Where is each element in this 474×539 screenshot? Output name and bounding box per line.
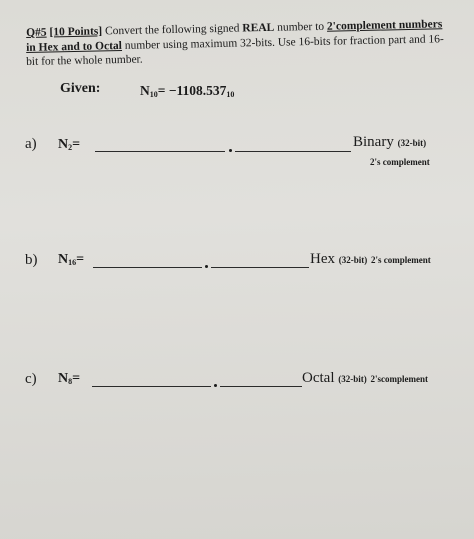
question-real: REAL	[242, 21, 275, 35]
question-text-a: Convert the following signed	[104, 22, 240, 38]
row-c-letter: c)	[25, 371, 37, 387]
row-b-sub: 16	[68, 258, 77, 267]
row-b-integer-blank[interactable]	[93, 267, 202, 268]
row-a-complement: 2's complement	[370, 157, 430, 167]
row-a-fraction-blank[interactable]	[235, 151, 351, 152]
row-c-variable	[58, 371, 80, 387]
row-b-eq: =	[76, 252, 85, 267]
row-c-var: N	[58, 371, 69, 386]
row-b-variable	[58, 252, 84, 268]
row-b-letter: b)	[25, 252, 38, 268]
row-a-unit	[353, 134, 426, 151]
row-c-complement: 2'scomplement	[370, 374, 428, 384]
row-a-radix-point	[229, 149, 232, 152]
given-var: N	[140, 83, 150, 98]
question-target-1: 2'complement numbers	[326, 18, 443, 33]
question-number: Q#5	[26, 26, 47, 39]
question-line-3	[26, 54, 143, 68]
row-a-letter: a)	[25, 136, 37, 152]
given-value	[140, 83, 234, 99]
row-a-sub: 2	[68, 143, 73, 152]
given-equals: = −1108.537	[157, 83, 227, 98]
row-b-radix-point	[205, 265, 208, 268]
row-b-bits: (32-bit)	[338, 255, 368, 265]
row-b-base-name: Hex	[310, 251, 335, 267]
row-c-radix-point	[214, 384, 217, 387]
given-var-sub: 10	[149, 90, 158, 99]
row-c-eq: =	[72, 371, 81, 386]
row-a-bits: (32-bit)	[397, 138, 427, 148]
row-b-unit	[310, 251, 431, 268]
question-target-2: in Hex and to Octal	[26, 39, 123, 54]
row-c-sub: 8	[68, 377, 73, 386]
row-a-eq: =	[72, 137, 81, 152]
row-a-integer-blank[interactable]	[95, 151, 225, 152]
row-c-base-name: Octal	[302, 370, 335, 386]
given-value-sub: 10	[226, 90, 235, 99]
row-c-unit	[302, 370, 428, 387]
row-c-bits: (32-bit)	[338, 374, 367, 384]
row-b-fraction-blank[interactable]	[211, 267, 309, 268]
question-text-b: number to	[277, 20, 325, 34]
row-b-complement: 2's complement	[371, 255, 431, 265]
question-text-c: number using maximum 32-bits. Use 16-bits for fraction part and 16-	[124, 33, 444, 52]
row-c-fraction-blank[interactable]	[220, 386, 302, 387]
row-a-variable	[58, 137, 80, 153]
question-points: [10 Points]	[49, 25, 103, 39]
question-text-d: bit for the whole number.	[26, 53, 143, 68]
row-b-var: N	[58, 252, 69, 267]
row-c-integer-blank[interactable]	[92, 386, 211, 387]
row-a-base-name: Binary	[353, 134, 394, 150]
row-a-var: N	[58, 137, 69, 152]
given-label: Given:	[60, 81, 101, 96]
